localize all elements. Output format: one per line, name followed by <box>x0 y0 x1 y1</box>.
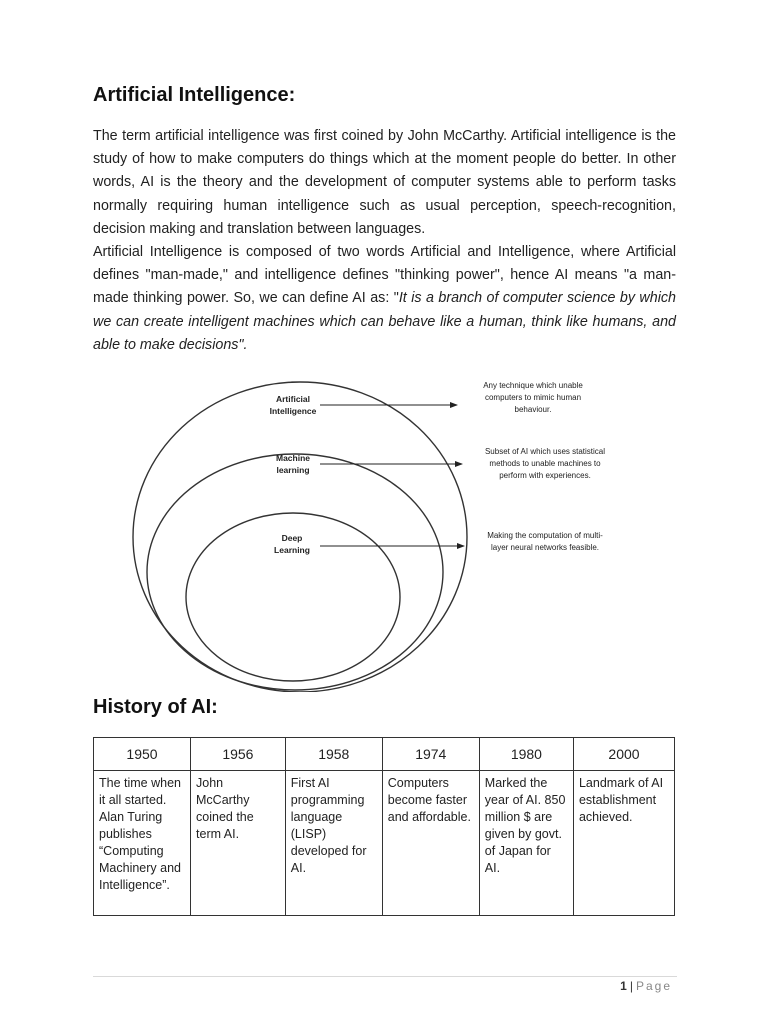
page-title: Artificial Intelligence: <box>93 84 296 106</box>
year-cell: 1980 <box>479 738 573 771</box>
year-cell: 1958 <box>285 738 382 771</box>
year-cell: 1950 <box>94 738 191 771</box>
paragraph-2-plain: Artificial Intelligence is composed of two words Artificial and Intelligence, where Artificial defines "man-made," and intelligence defines "thinking power", hence AI means "a man-made thinking power. So, we can define AI as: " <box>93 244 676 307</box>
desc-ai-line2: computers to mimic human <box>484 393 582 402</box>
page-footer <box>620 979 672 993</box>
history-years-row <box>94 738 675 771</box>
footer-divider <box>93 976 677 977</box>
event-cell: Computers become faster and affordable. <box>382 771 479 916</box>
desc-ml-line3: perform with experiences. <box>499 471 591 480</box>
paragraph-2 <box>93 241 676 357</box>
history-events-row <box>94 771 675 916</box>
label-dl-line2: Learning <box>274 545 310 555</box>
label-ai-line2: Intelligence <box>269 406 317 416</box>
history-heading: History of AI: <box>93 696 218 718</box>
event-cell: Marked the year of AI. 850 million $ are given by govt. of Japan for AI. <box>479 771 573 916</box>
event-cell: The time when it all started. Alan Turing publishes “Computing Machinery and Intelligence”. <box>94 771 191 916</box>
footer-separator: | <box>629 979 633 993</box>
event-cell: John McCarthy coined the term AI. <box>191 771 286 916</box>
label-ai-line1: Artificial <box>275 394 311 404</box>
intro-text <box>93 125 676 357</box>
page-label: Page <box>635 979 672 993</box>
desc-dl-line2: layer neural networks feasible. <box>490 543 600 552</box>
event-cell: First AI programming language (LISP) developed for AI. <box>285 771 382 916</box>
year-cell: 2000 <box>573 738 674 771</box>
paragraph-1: The term artificial intelligence was first coined by John McCarthy. Artificial intelligence is the study of how to make computers do things which at the moment people do better. In other words, AI is the theory and the development of computer systems able to perform tasks normally requiring human intelligence such as usual perception, speech-recognition, decision making and translation between languages. <box>93 128 676 237</box>
event-cell: Landmark of AI establishment achieved. <box>573 771 674 916</box>
desc-ai-line1: Any technique which unable <box>483 381 583 390</box>
paragraph-2-italic: It is a branch of computer science by which we can create intelligent machines which can behave like a human, think like humans, and able to make decisions". <box>93 290 676 353</box>
label-ml-line1: Machine <box>275 453 311 463</box>
desc-dl-line1: Making the computation of multi- <box>487 531 603 540</box>
page-number: 1 <box>620 979 627 993</box>
desc-ml-line1: Subset of AI which uses statistical <box>484 447 606 456</box>
desc-ml-line2: methods to unable machines to <box>489 459 601 468</box>
desc-ai-line3: behaviour. <box>514 405 552 414</box>
label-ml-line2: learning <box>276 465 310 475</box>
ai-ml-dl-diagram <box>120 372 660 692</box>
year-cell: 1974 <box>382 738 479 771</box>
year-cell: 1956 <box>191 738 286 771</box>
history-table <box>93 737 675 916</box>
label-dl-line1: Deep <box>281 533 303 543</box>
